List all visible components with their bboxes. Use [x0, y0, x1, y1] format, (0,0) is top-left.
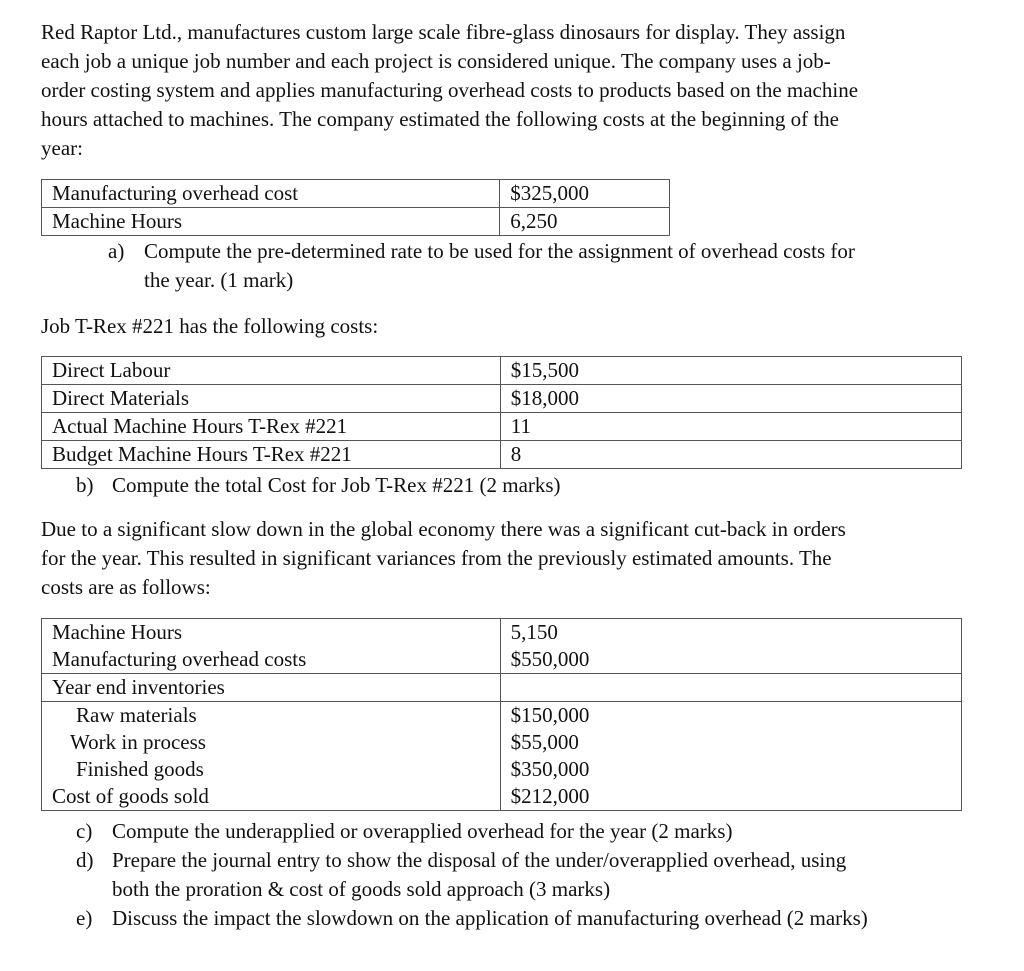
row-value: 8	[500, 441, 961, 469]
question-a	[108, 237, 978, 295]
row-label: Actual Machine Hours T-Rex #221	[42, 413, 501, 441]
row-label: Manufacturing overhead costs	[42, 646, 501, 674]
question-text-continued: both the proration & cost of goods sold approach (3 marks)	[112, 877, 611, 901]
row-value: $15,500	[500, 357, 961, 385]
row-label: Budget Machine Hours T-Rex #221	[42, 441, 501, 469]
question-e	[76, 904, 1016, 933]
row-value: $325,000	[500, 180, 670, 208]
row-label: Manufacturing overhead cost	[42, 180, 500, 208]
row-value: $18,000	[500, 385, 961, 413]
row-value: $55,000	[500, 729, 961, 756]
table-row	[42, 413, 962, 441]
row-value	[500, 674, 961, 702]
table-row	[42, 357, 962, 385]
estimates-table	[41, 179, 670, 236]
slowdown-paragraph	[41, 515, 971, 602]
job-costs-table	[41, 356, 962, 469]
intro-line: year:	[41, 136, 83, 160]
row-label: Direct Labour	[42, 357, 501, 385]
intro-line: order costing system and applies manufacturing overhead costs to products based on the machine	[41, 78, 859, 102]
table-row	[42, 619, 962, 647]
slowdown-line: for the year. This resulted in significant variances from the previously estimated amounts. The	[41, 546, 832, 570]
table-row	[42, 208, 670, 236]
question-text: Compute the total Cost for Job T-Rex #221 (2 marks)	[112, 473, 561, 497]
row-label: Machine Hours	[42, 208, 500, 236]
row-value: 11	[500, 413, 961, 441]
row-value: $212,000	[500, 783, 961, 811]
question-text-continued: the year. (1 mark)	[144, 268, 294, 292]
job-intro: Job T-Rex #221 has the following costs:	[41, 314, 379, 338]
slowdown-line: Due to a significant slow down in the global economy there was a significant cut-back in orders	[41, 517, 846, 541]
question-b	[76, 471, 976, 500]
row-label: Year end inventories	[42, 674, 501, 702]
intro-line: each job a unique job number and each project is considered unique. The company uses a job-	[41, 49, 831, 73]
question-text: Compute the pre-determined rate to be used for the assignment of overhead costs for	[144, 239, 855, 263]
question-text: Prepare the journal entry to show the disposal of the under/overapplied overhead, using	[112, 848, 847, 872]
table-row	[42, 783, 962, 811]
intro-line: Red Raptor Ltd., manufactures custom large scale fibre-glass dinosaurs for display. They assign	[41, 20, 846, 44]
table-row	[42, 729, 962, 756]
table-row	[42, 674, 962, 702]
question-label: e)	[76, 906, 93, 930]
table-row	[42, 646, 962, 674]
row-value: 6,250	[500, 208, 670, 236]
question-text: Discuss the impact the slowdown on the application of manufacturing overhead (2 marks)	[112, 906, 868, 930]
table-row	[42, 385, 962, 413]
row-value: 5,150	[500, 619, 961, 647]
row-label: Finished goods	[42, 756, 501, 783]
row-label: Raw materials	[42, 702, 501, 730]
question-label: a)	[108, 239, 125, 263]
question-label: b)	[76, 473, 94, 497]
row-label: Cost of goods sold	[42, 783, 501, 811]
row-value: $150,000	[500, 702, 961, 730]
actual-costs-table	[41, 618, 962, 811]
row-label: Work in process	[42, 729, 501, 756]
row-value: $350,000	[500, 756, 961, 783]
question-text: Compute the underapplied or overapplied overhead for the year (2 marks)	[112, 819, 733, 843]
row-label: Direct Materials	[42, 385, 501, 413]
table-row	[42, 756, 962, 783]
slowdown-line: costs are as follows:	[41, 575, 211, 599]
question-label: d)	[76, 848, 94, 872]
table-row	[42, 702, 962, 730]
table-row	[42, 180, 670, 208]
intro-paragraph	[41, 18, 971, 163]
row-value: $550,000	[500, 646, 961, 674]
question-c	[76, 817, 996, 846]
question-label: c)	[76, 819, 93, 843]
question-d	[76, 846, 996, 904]
intro-line: hours attached to machines. The company estimated the following costs at the beginning of the	[41, 107, 839, 131]
table-row	[42, 441, 962, 469]
row-label: Machine Hours	[42, 619, 501, 647]
